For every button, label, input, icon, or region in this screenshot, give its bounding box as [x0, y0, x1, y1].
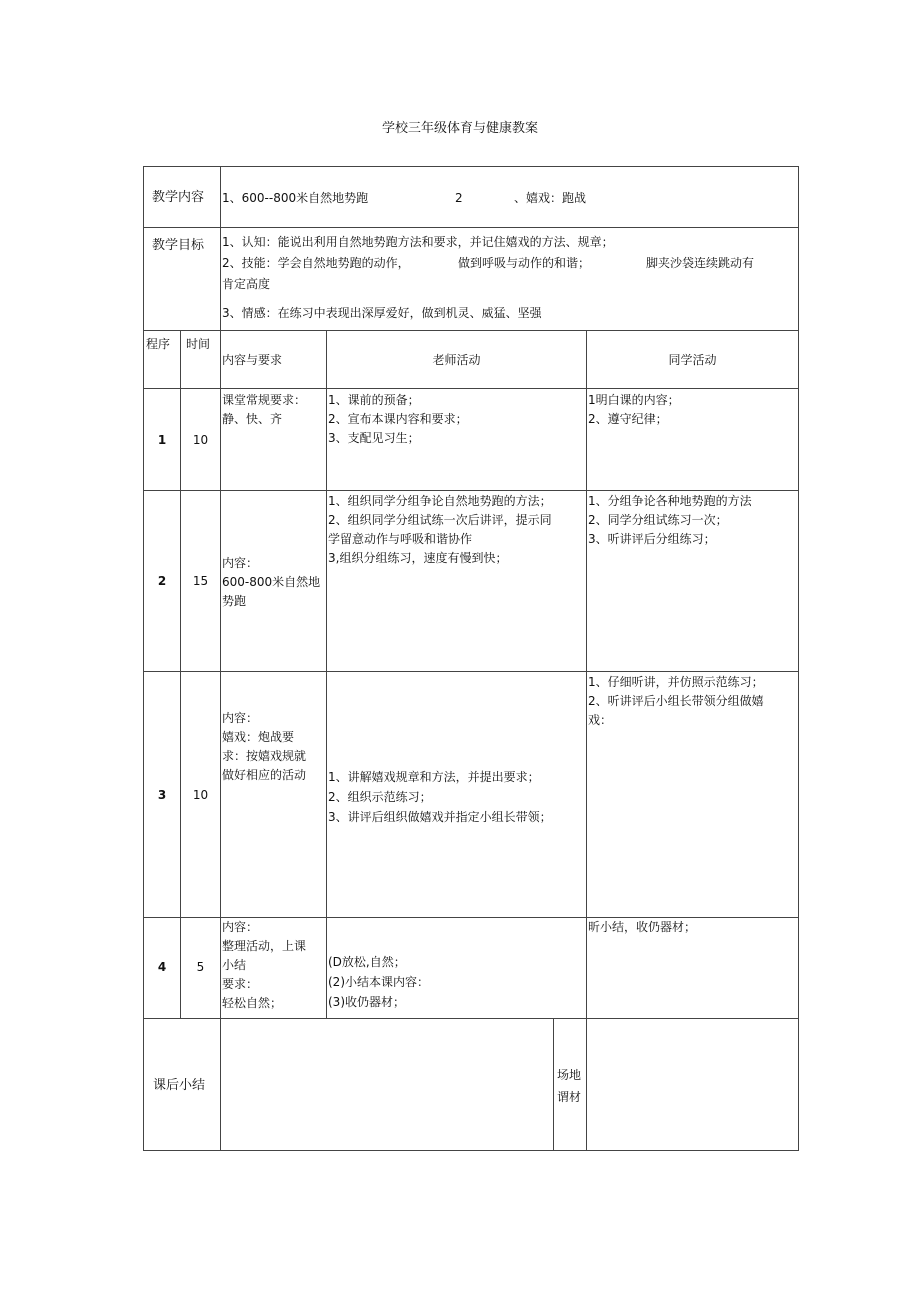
row-4-time: 5: [196, 960, 205, 974]
teacher-line: 3,组织分组练习，速度有慢到快；: [328, 551, 508, 565]
teacher-line: (D放松,自然；: [328, 955, 406, 969]
row-3-student: [588, 673, 764, 730]
content-item-1: 1、600--800米自然地势跑: [222, 191, 369, 205]
student-line: 2、听讲评后小组长带领分组做嬉: [588, 694, 764, 708]
row-2-time: 15: [192, 574, 209, 588]
req-line: 要求：: [222, 977, 259, 991]
row-4-req: [222, 918, 306, 1013]
req-line: 课堂常规要求：: [222, 393, 307, 407]
content-item-2-number: 2: [455, 191, 463, 205]
row-2-seq: 2: [157, 574, 167, 588]
header-student: 同学活动: [668, 353, 717, 367]
header-req: 内容与要求: [222, 353, 283, 367]
req-line: 做好相应的活动: [222, 768, 307, 782]
goals-line-2d: 肯定高度: [222, 277, 271, 291]
req-line: 内容：: [222, 556, 259, 570]
goals-label: 教学目标: [152, 238, 205, 253]
row-3-req: [222, 709, 306, 785]
req-line: 轻松自然；: [222, 996, 283, 1010]
content-label: 教学内容: [152, 190, 205, 205]
student-line: 1明白课的内容；: [588, 393, 680, 407]
teacher-line: 2、组织同学分组试练一次后讲评，提示同: [328, 513, 552, 527]
teacher-line: 2、组织示范练习；: [328, 790, 432, 804]
row-2-req: [222, 554, 320, 611]
teacher-line: (3)收仍器材；: [328, 995, 405, 1009]
student-line: 1、仔细听讲，并仿照示范练习；: [588, 675, 764, 689]
summary-value-cell: [220, 1018, 554, 1151]
teacher-line: 3、支配见习生；: [328, 431, 420, 445]
row-4-teacher: [328, 952, 429, 1012]
req-line: 小结: [222, 958, 247, 972]
row-3-seq: 3: [157, 788, 167, 802]
req-line: 求：按嬉戏规就: [222, 749, 307, 763]
teacher-line: 3、讲评后组织做嬉戏并指定小组长带领；: [328, 810, 552, 824]
goals-line-2b: 做到呼吸与动作的和谐；: [458, 256, 591, 270]
req-line: 静、快、齐: [222, 412, 283, 426]
row-1-student: [588, 391, 680, 429]
header-time: 时间: [186, 337, 211, 351]
row-2-student: [588, 492, 752, 549]
student-line: 3、听讲评后分组练习；: [588, 532, 716, 546]
goals-line-3: 3、情感：在练习中表现出深厚爱好，做到机灵、威猛、坚强: [222, 306, 542, 320]
venue-label-cell: [553, 1018, 587, 1151]
teacher-line: 学留意动作与呼吸和谐协作: [328, 532, 473, 546]
row-2-teacher: [328, 492, 552, 568]
req-line: 600-800米自然地: [222, 575, 321, 589]
summary-label: 课后小结: [153, 1078, 206, 1093]
row-4-seq: 4: [157, 960, 167, 974]
goals-line-1: 1、认知：能说出利用自然地势跑方法和要求，并记住嬉戏的方法、规章；: [222, 235, 614, 249]
teacher-line: 1、组织同学分组争论自然地势跑的方法；: [328, 494, 552, 508]
student-line: 昕小结，收仍器材；: [588, 920, 697, 934]
teacher-line: (2)小结本课内容：: [328, 975, 429, 989]
header-teacher: 老师活动: [432, 353, 481, 367]
goals-line-2a: 2、技能：学会自然地势跑的动作，: [222, 256, 410, 270]
row-4-student: [588, 918, 696, 937]
row-1-seq: 1: [157, 433, 167, 447]
venue-label-line-2: 谓材: [557, 1090, 582, 1104]
student-line: 戏：: [588, 713, 613, 727]
row-1-req: [222, 391, 306, 429]
venue-value-cell: [586, 1018, 799, 1151]
student-line: 2、遵守纪律；: [588, 412, 668, 426]
venue-label-line-1: 场地: [557, 1068, 582, 1082]
row-1-time: 10: [192, 433, 209, 447]
req-line: 内容：: [222, 920, 259, 934]
row-1-teacher: [328, 391, 468, 448]
row-3-time: 10: [192, 788, 209, 802]
content-item-2: 、嬉戏：跑战: [514, 191, 587, 205]
req-line: 整理活动，上课: [222, 939, 307, 953]
req-line: 势跑: [222, 594, 247, 608]
student-line: 2、同学分组试练习一次；: [588, 513, 728, 527]
goals-line-2c: 脚夹沙袋连续跳动有: [646, 256, 755, 270]
page-title: 学校三年级体育与健康教案: [381, 121, 538, 136]
req-line: 内容：: [222, 711, 259, 725]
header-seq: 程序: [146, 337, 171, 351]
row-3-teacher: [328, 767, 552, 827]
teacher-line: 2、宣布本课内容和要求；: [328, 412, 468, 426]
teacher-line: 1、课前的预备；: [328, 393, 420, 407]
teacher-line: 1、讲解嬉戏规章和方法，并提出要求；: [328, 770, 540, 784]
req-line: 嬉戏：炮战要: [222, 730, 295, 744]
student-line: 1、分组争论各种地势跑的方法: [588, 494, 752, 508]
